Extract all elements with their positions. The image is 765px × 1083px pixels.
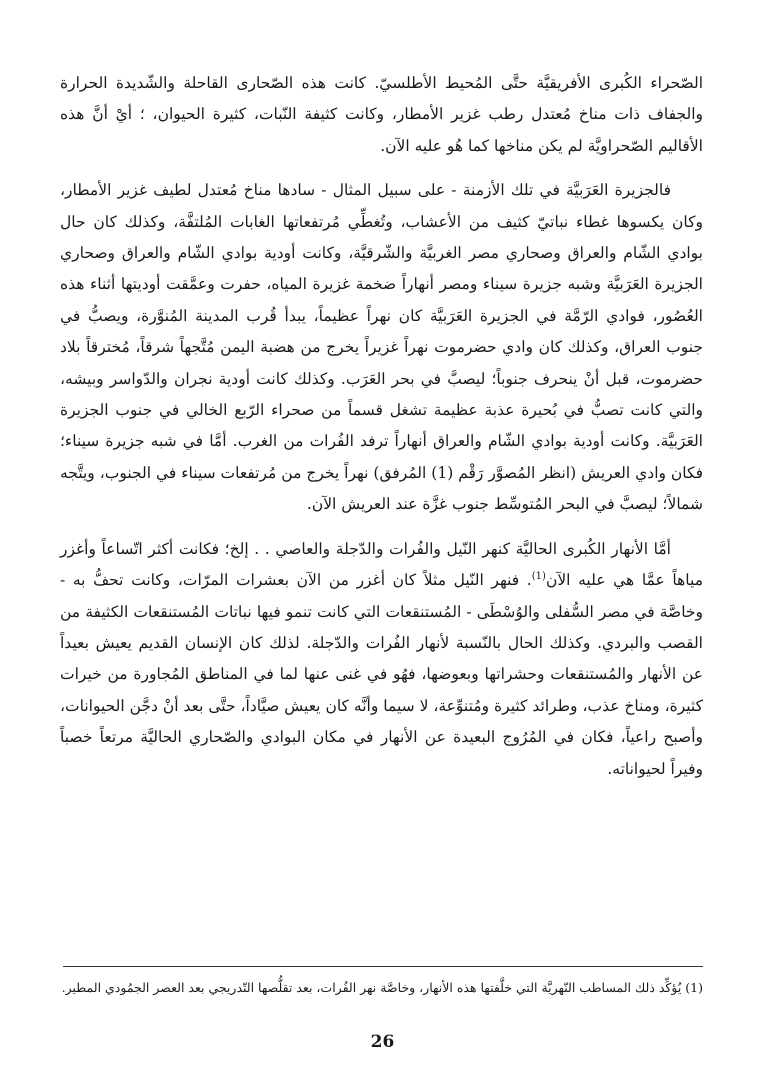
paragraph-3-continuation: . فنهر النّيل مثلاً كان أغزر من الآن بعشرات المرّات، وكانت تحفُّ به - وخاصَّة في مصر السُّفلى والوُسْطَى - المُستنقعات التي كانت تنمو فيها نباتات المُستنقعات الكثيفة من القصب والبردي. وكذلك الحال بالنّسبة لأنهار الفُرات والدّجلة. لذلك كان الإنسان القديم يعيش بعيداً عن الأنهار والمُستنقعات وحشراتها وبعوضها، فهُو في غنى عنها لما في المناطق المُجاورة من خيرات كثيرة، ومناخ عذب، وطرائد كثيرة ومُتنوِّعة، لا سيما وأنَّه كان يعيش صيَّاداً، حتَّى بعد أنْ دجَّن الحيوانات، وأصبح راعياً، فكان في المُرُوج البعيدة عن الأنهار في مكان البوادي والصّحاري الحاليَّة مرتعاً خصباً وفيراً لحيواناته. [60,571,703,778]
paragraph-3 [60,534,703,785]
paragraph-1: الصّحراء الكُبرى الأفريقيَّة حتَّى المُحيط الأطلسيّ. كانت هذه الصّحارى القاحلة والشّديدة الحرارة والجفاف ذات مناخ مُعتدل رطب غزير الأمطار، وكانت كثيفة النّبات، كثيرة الحيوان، ؛ أيْ أنَّ هذه الأقاليم الصّحراويَّة لم يكن مناخها كما هُو عليه الآن. [60,74,703,155]
footnote-text: (1) يُؤكِّد ذلك المساطب النّهريَّة التي خلَّفتها هذه الأنهار، وخاصَّة نهر الفُرات، بعد تقلُّصها التّدريجي بعد العصر الجمُودي المطير. [61,980,703,995]
page-number: 26 [370,1032,395,1052]
body-text [60,68,703,785]
footnote [60,976,703,1000]
paragraph-3-text: أمَّا الأنهار الكُبرى الحاليَّة كنهر النّيل والفُرات والدّجلة والعاصي . . إلخ؛ فكانت أكثر اتّساعاً وأغزر مياهاً عمَّا هي عليه الآن [60,539,703,590]
footnote-reference: (1) [531,570,546,582]
paragraph-2: فالجزيرة العَرَبيَّة في تلك الأزمنة - على سبيل المثال - سادها مناخ مُعتدل لطيف غزير الأمطار، وكان يكسوها غطاء نباتيّ كثيف من الأعشاب، وتُغطِّي مُرتفعاتها الغابات المُلتفَّة، وكذلك كان حال بوادي الشّام والعراق وصحاري مصر الغربيَّة والشّرقيَّة، وكانت أودية بوادي الشّام والعراق وصحاري الجزيرة العَرَبيَّة وشبه جزيرة سيناء ومصر أنهاراً ضخمة غزيرة المياه، حفرت وعمَّقت أوديتها أثناء هذه العُصُور، فوادي الرّمَّة في الجزيرة العَرَبيَّة كان نهراً عظيماً، يبدأ قُرب المدينة المُنوَّرة، ويصبُّ في جنوب العراق، وكذلك كان وادي حضرموت نهراً غزيراً يخرج من هضبة اليمن مُتَّجهاً شرقاً، مُخترقاً بلاد حضرموت، قبل أنْ ينحرف جنوباً؛ ليصبَّ في بحر العَرَب. وكذلك كانت أودية نجران والدّواسر وبيشه، والتي كانت تصبُّ في بُحيرة عذبة عظيمة تشغل قسماً من صحراء الرّبع الخالي في جنوب الجزيرة العَرَبيَّة. وكانت أودية بوادي الشّام والعراق أنهاراً ترفد الفُرات من الغرب. أمَّا في شبه جزيرة سيناء؛ فكان وادي العريش (انظر المُصوَّر رَقْم (1) المُرفق) نهراً يخرج من مُرتفعات سيناء في الجنوب، ويتَّجه شمالاً؛ ليصبَّ في البحر المُتوسِّط جنوب غزَّة عند العريش الآن. [60,181,703,514]
footnote-divider [63,966,703,967]
